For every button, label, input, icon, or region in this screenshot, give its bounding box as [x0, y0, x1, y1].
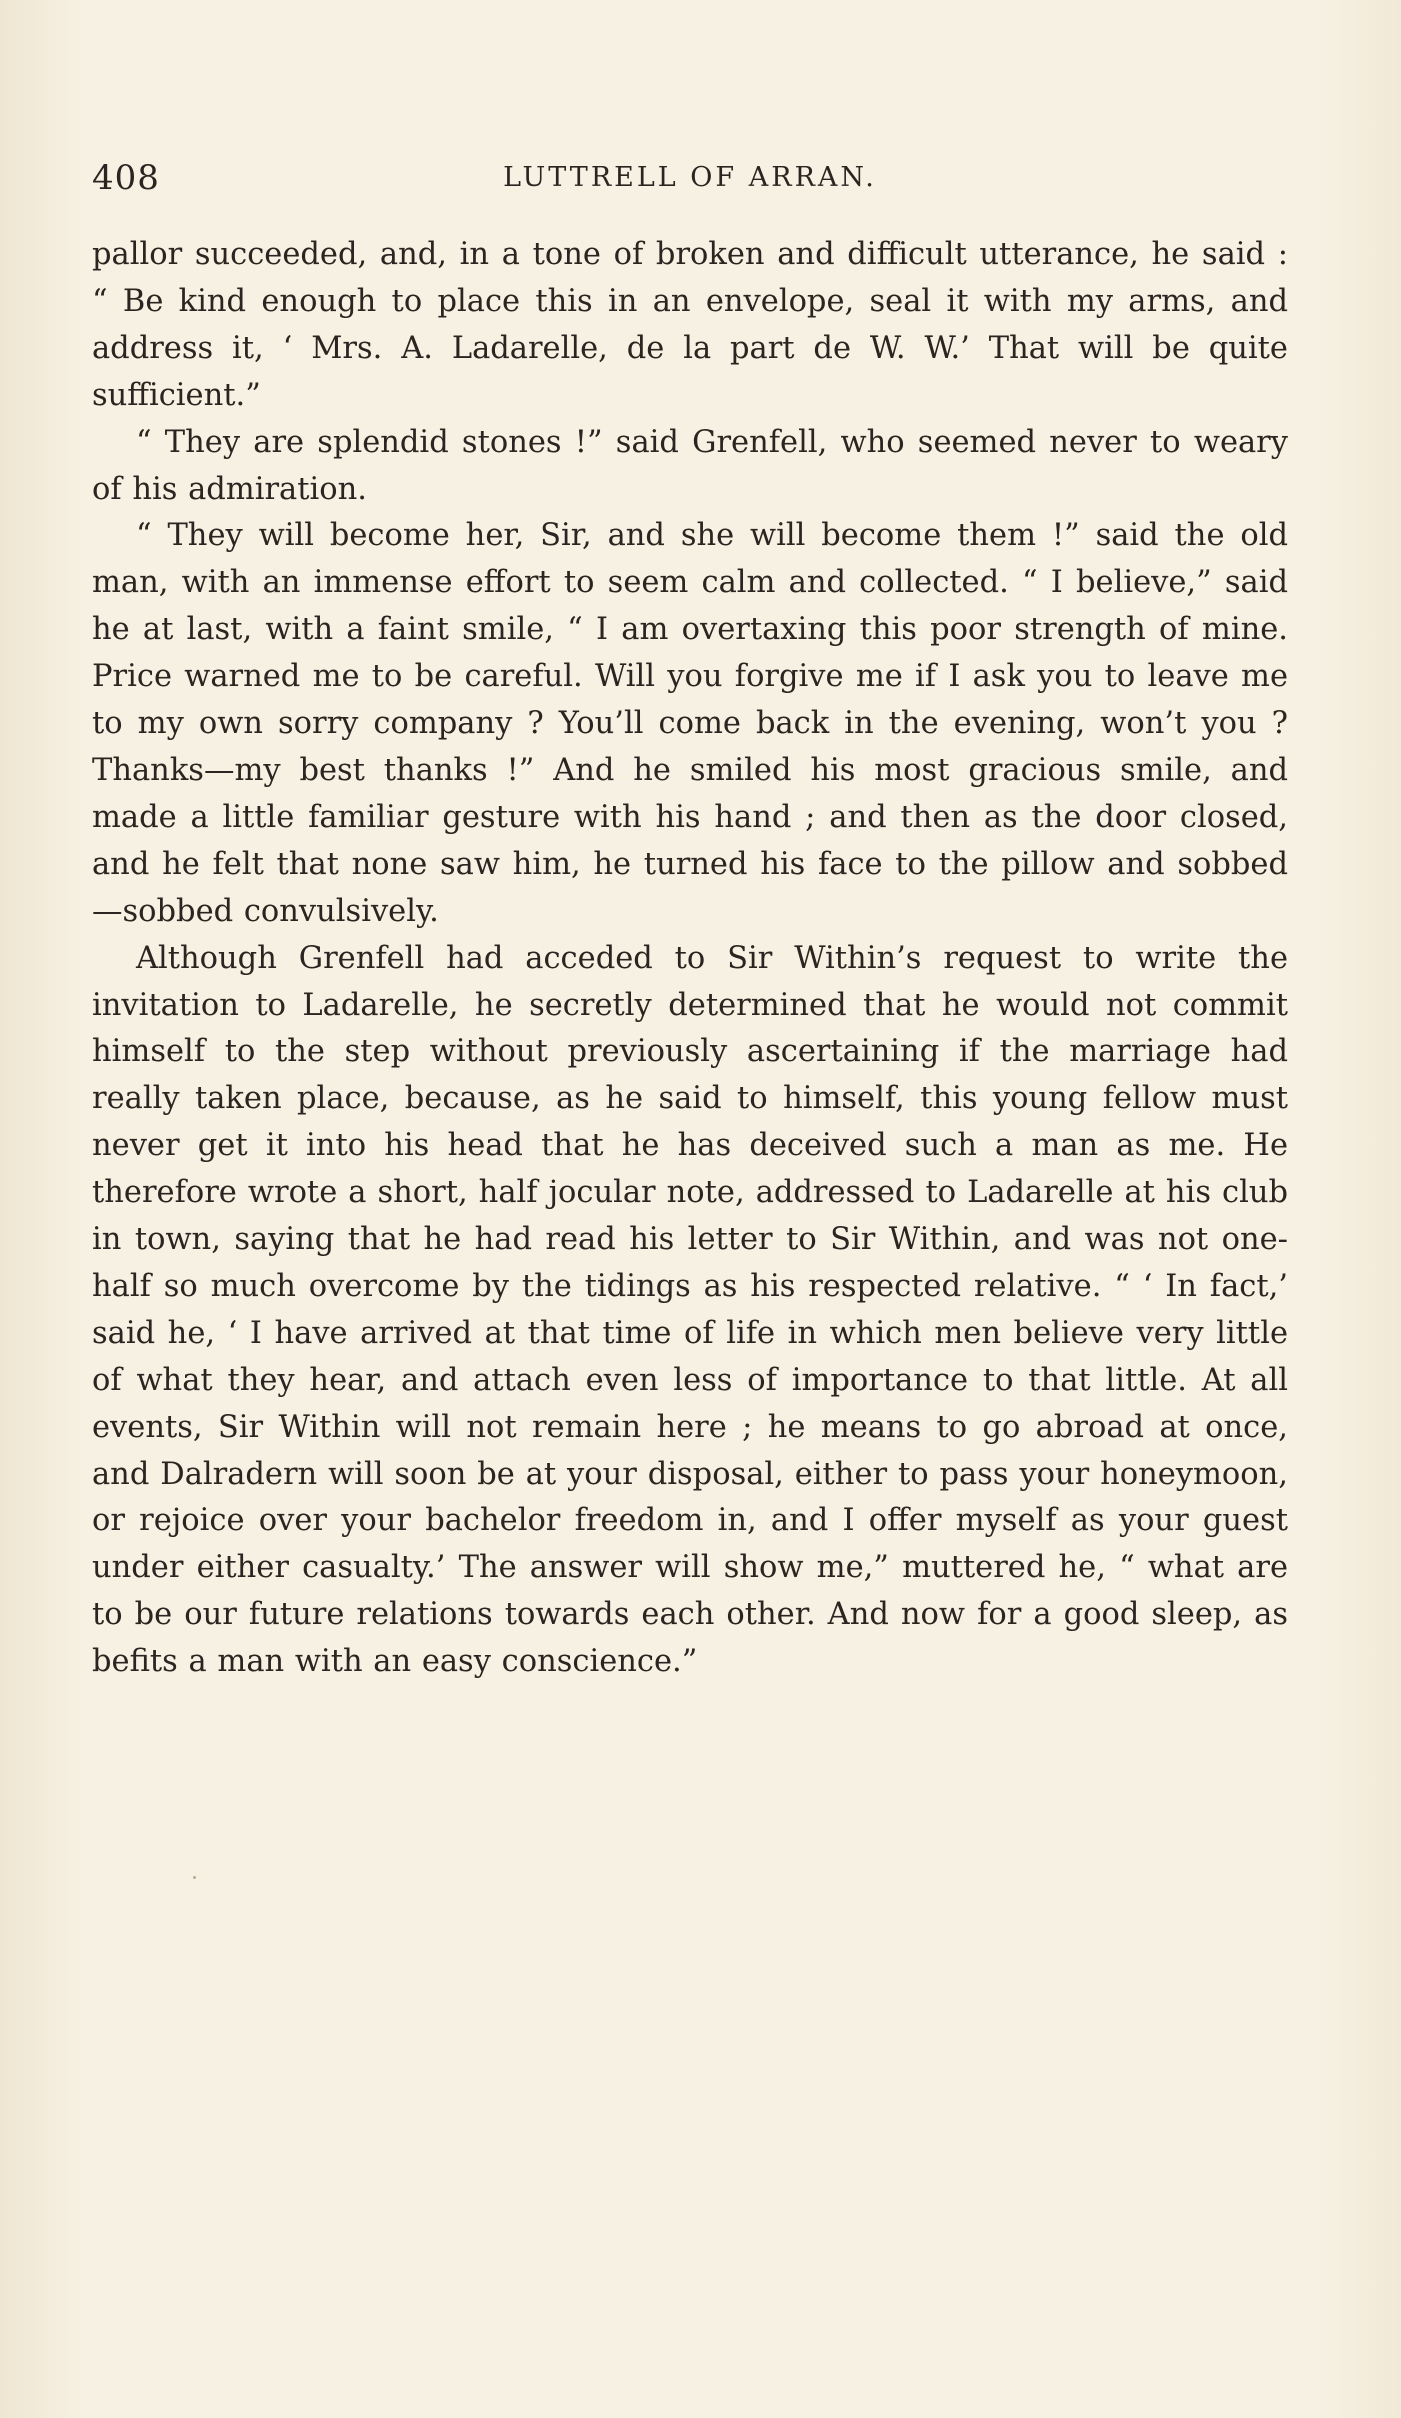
paper-speck: [193, 1876, 196, 1879]
page-header: [92, 158, 1288, 206]
page-number: 408: [92, 158, 160, 198]
paragraph-1: pallor succeeded, and, in a tone of broken and difficult utterance, he said : “ Be kind enough to place this in an envelope, seal it with my arms, and address it, ‘ Mrs. A. Ladarelle, de la part de W. W.’ That will be quite sufficient.”: [92, 237, 1288, 413]
paragraph-4: Although Grenfell had acceded to Sir Within’s request to write the invitation to Ladarelle, he secretly determined that he would not commit himself to the step without previously ascertaining if the marriage had really taken place, because, as he said to himself, this young fellow must never get it into his head that he has deceived such a man as me. He therefore wrote a short, half jocular note, addressed to Ladarelle at his club in town, saying that he had read his letter to Sir Within, and was not one-half so much overcome by the tidings as his respected relative. “ ‘ In fact,’ said he, ‘ I have arrived at that time of life in which men believe very little of what they hear, and attach even less of importance to that little. At all events, Sir Within will not remain here ; he means to go abroad at once, and Dalradern will soon be at your disposal, either to pass your honeymoon, or rejoice over your bachelor freedom in, and I offer myself as your guest under either casualty.’ The answer will show me,” muttered he, “ what are to be our future relations towards each other. And now for a good sleep, as befits a man with an easy conscience.”: [92, 940, 1288, 1680]
running-title: LUTTRELL OF ARRAN.: [503, 162, 877, 193]
paragraph-3: “ They will become her, Sir, and she will become them !” said the old man, with an immense effort to seem calm and collected. “ I believe,” said he at last, with a faint smile, “ I am overtaxing this poor strength of mine. Price warned me to be careful. Will you forgive me if I ask you to leave me to my own sorry company ? You’ll come back in the evening, won’t you ? Thanks—my best thanks !” And he smiled his most gracious smile, and made a little familiar gesture with his hand ; and then as the door closed, and he felt that none saw him, he turned his face to the pillow and sobbed—sobbed convulsively.: [92, 518, 1288, 929]
paragraph-2: “ They are splendid stones !” said Grenfell, who seemed never to weary of his admiration.: [92, 424, 1288, 507]
body-text: [92, 232, 1288, 1686]
